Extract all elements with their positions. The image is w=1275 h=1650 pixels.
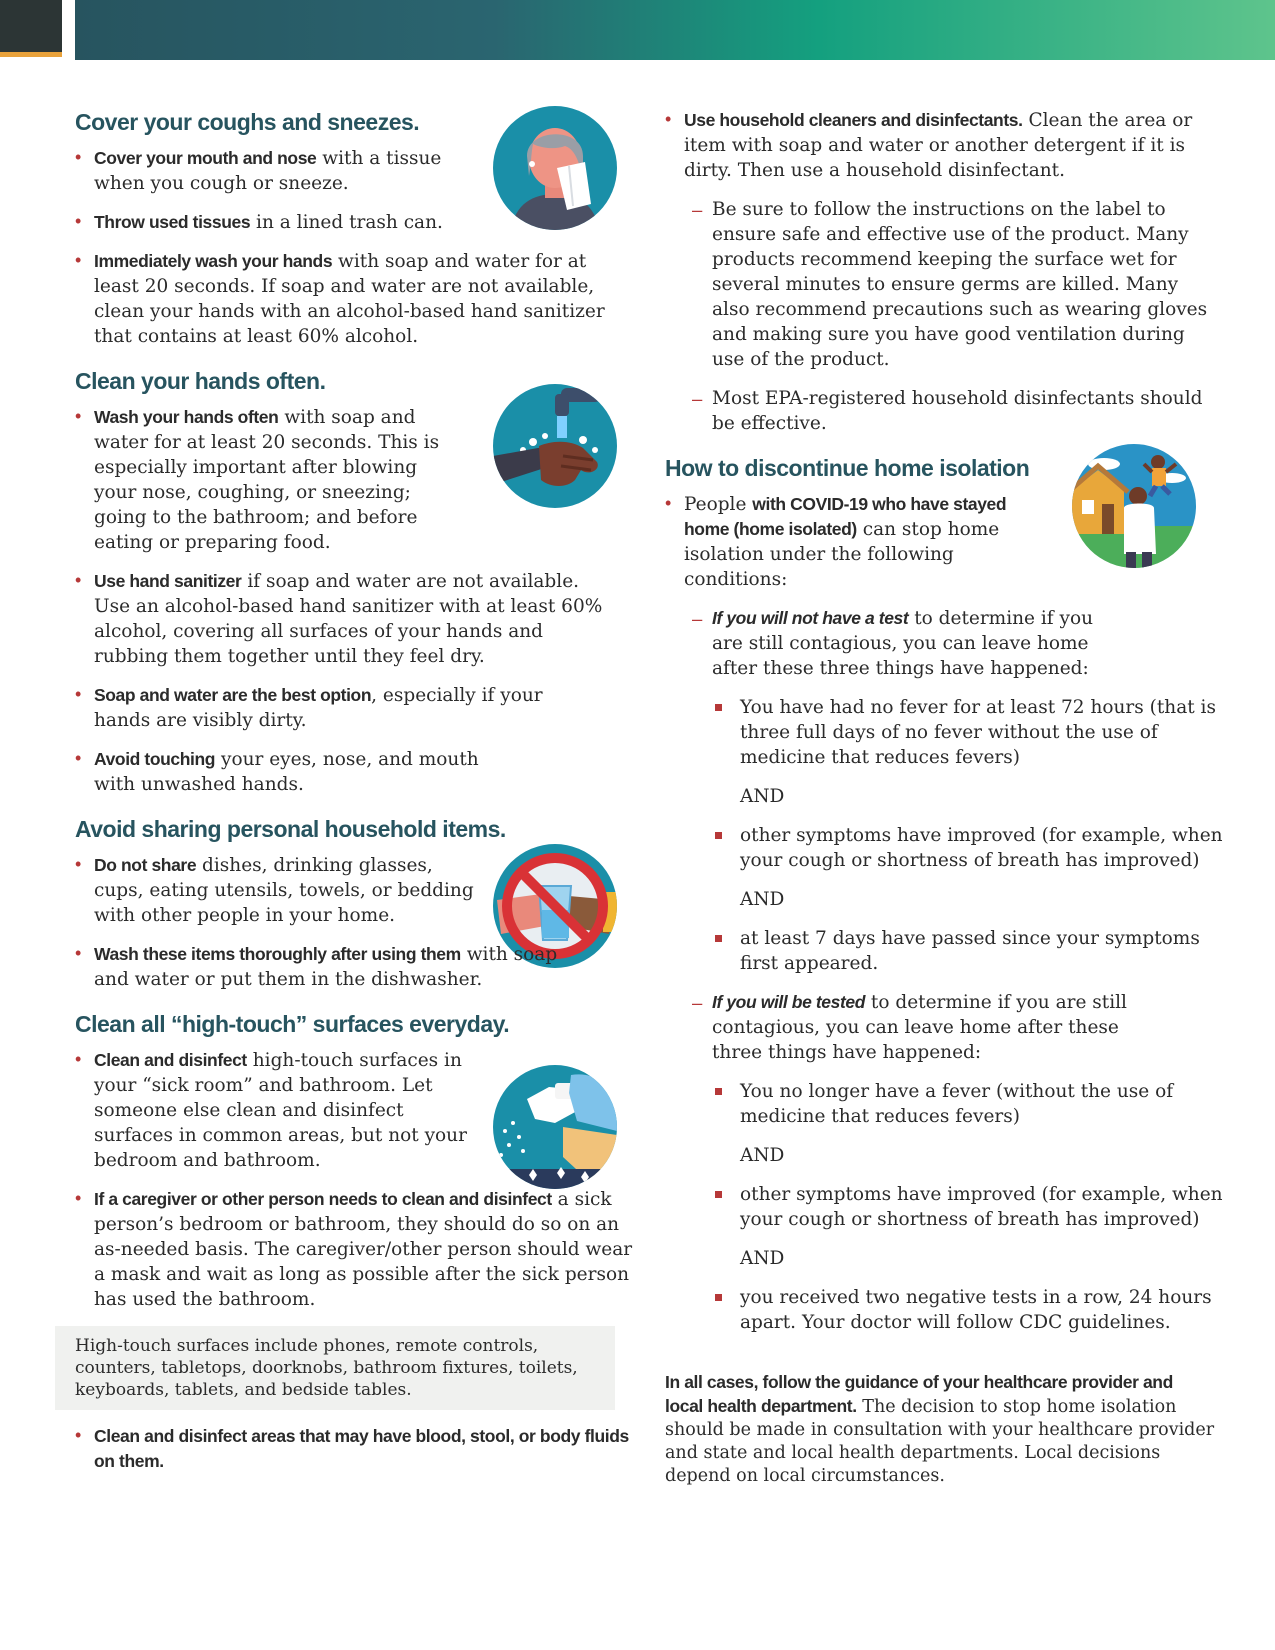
item-text: with soap and water for at least 20 seconds. If soap and water are not available, clean your hands with an alcohol-based hand sanitizer that contains at least 60% alcohol. (94, 251, 605, 347)
item-text: People (684, 494, 753, 515)
bullet-icon: • (75, 406, 82, 426)
bullet-icon: • (75, 250, 82, 270)
item-text: with soap and water or put them in the dishwasher. (94, 944, 558, 990)
and-label: AND (740, 889, 785, 910)
item-bold-lead: Throw used tissues (94, 212, 251, 232)
dash-icon: – (692, 992, 703, 1013)
bullet-icon: • (665, 493, 672, 513)
bullet-icon: • (75, 1188, 82, 1208)
condition-text: you received two negative tests in a row, 24 hours apart. Your doctor will follow CDC guidelines. (740, 1287, 1212, 1333)
condition-text: at least 7 days have passed since your symptoms first appeared. (740, 928, 1200, 974)
header-band (75, 0, 1275, 60)
condition-text: You have had no fever for at least 72 hours (that is three full days of no fever without the use of medicine that reduces fevers) (740, 697, 1216, 768)
item-bold-lead: Do not share (94, 855, 197, 875)
item-text: your eyes, nose, and mouth with unwashed hands. (94, 749, 479, 795)
and-label: AND (740, 786, 785, 807)
bullet-icon: • (75, 147, 82, 167)
item-text: with a tissue when you cough or sneeze. (94, 148, 442, 194)
header-accent-line (0, 52, 62, 57)
item-bold-lead: with COVID-19 who have stayed home (home isolated) (684, 494, 1007, 539)
list-item (75, 405, 454, 555)
condition-item (665, 1079, 1200, 1129)
condition-text: other symptoms have improved (for example, when your cough or shortness of breath has improved) (740, 1184, 1223, 1230)
condition-item (665, 926, 1240, 976)
bullet-icon: • (75, 1425, 82, 1445)
condition-item (665, 1182, 1240, 1232)
condition-text: You no longer have a fever (without the use of medicine that reduces fevers) (740, 1081, 1174, 1127)
item-bold-lead: Clean and disinfect (94, 1050, 247, 1070)
hands-section (75, 367, 635, 797)
sub-item-no-test (665, 606, 1122, 681)
item-bold-lead: Immediately wash your hands (94, 251, 333, 271)
discontinue-section (665, 454, 1223, 1335)
list-item (75, 853, 474, 928)
square-bullet-icon (715, 935, 722, 942)
list-item (75, 569, 614, 669)
item-text: if soap and water are not available. Use an alcohol-based hand sanitizer with at least 60% alcohol, covering all surfaces of your hands and rubbing them together until they feel dry. (94, 571, 603, 667)
list-item (75, 1424, 634, 1474)
item-bold-lead: Wash these items thoroughly after using them (94, 944, 461, 964)
sub-item-text: Most EPA-registered household disinfectants should be effective. (712, 388, 1203, 434)
bullet-icon: • (75, 748, 82, 768)
item-text: Clean the area or item with soap and water or another detergent if it is dirty. Then use a household disinfectant. (684, 110, 1193, 181)
item-bold-lead: Avoid touching (94, 749, 216, 769)
sub-item (665, 386, 1217, 436)
square-bullet-icon (715, 832, 722, 839)
item-text: dishes, drinking glasses, cups, eating utensils, towels, or bedding with other people in your home. (94, 855, 474, 926)
square-bullet-icon (715, 1294, 722, 1301)
dash-icon: – (692, 199, 703, 220)
item-bold-lead: Use household cleaners and disinfectants. (684, 110, 1023, 130)
bullet-icon: • (75, 570, 82, 590)
sub-item-text: Be sure to follow the instructions on the label to ensure safe and effective use of the product. Many products recommend keeping the surface wet for several minutes to ensure germs are killed. Many also recommend precautions such as wearing gloves and making sure you have good ventilation during use of the product. (712, 199, 1208, 370)
coughs-section (75, 108, 475, 235)
right-column (665, 108, 1223, 1488)
list-item (75, 747, 514, 797)
section-title: Clean your hands often. (75, 368, 326, 394)
item-text: with soap and water for at least 20 seconds. This is especially important after blowing your nose, coughing, or sneezing; going to the bathroom; and before eating or preparing food. (94, 407, 440, 553)
condition-item (665, 1285, 1240, 1335)
list-item (75, 146, 484, 196)
list-item (75, 249, 634, 349)
item-bold-lead: Use hand sanitizer (94, 571, 242, 591)
high-touch-note: High-touch surfaces include phones, remote controls, counters, tabletops, doorknobs, bathroom fixtures, toilets, keyboards, tablets, and bedside tables. (55, 1326, 615, 1410)
item-bold-lead: Wash your hands often (94, 407, 279, 427)
sub-item-text: to determine if you are still contagious, you can leave home after these three things have happened: (712, 608, 1094, 679)
bullet-icon: • (75, 684, 82, 704)
condition-item (665, 823, 1240, 873)
item-text: a sick person’s bedroom or bathroom, they should do so on an as-needed basis. The caregiver/other person should wear a mask and wait as long as possible after the sick person has used the bathroom. (94, 1189, 633, 1310)
sub-item-text: to determine if you are still contagious, you can leave home after these three things have happened: (712, 992, 1127, 1063)
final-guidance (665, 1371, 1215, 1488)
item-text: high-touch surfaces in your “sick room” and bathroom. Let someone else clean and disinfect surfaces in common areas, but not your bedroom and bathroom. (94, 1050, 467, 1171)
final-text: The decision to stop home isolation should be made in consultation with your healthcare provider and state and local health departments. Local decisions depend on local circumstances. (665, 1397, 1215, 1486)
list-item (665, 108, 1219, 183)
surfaces-section (75, 1010, 635, 1474)
bullet-icon: • (75, 211, 82, 231)
sub-item-bold-lead: If you will not have a test (712, 608, 909, 628)
list-item (75, 1048, 474, 1173)
square-bullet-icon (715, 704, 722, 711)
list-item (665, 492, 1034, 592)
square-bullet-icon (715, 1088, 722, 1095)
item-text: , especially if your hands are visibly dirty. (94, 685, 543, 731)
condition-text: other symptoms have improved (for example, when your cough or shortness of breath has improved) (740, 825, 1223, 871)
section-title: Avoid sharing personal household items. (75, 816, 506, 842)
header-corner-block (0, 0, 62, 52)
bullet-icon: • (75, 1049, 82, 1069)
section-title: How to discontinue home isolation (665, 455, 1030, 481)
and-label: AND (740, 1145, 785, 1166)
item-bold-lead: Cover your mouth and nose (94, 148, 317, 168)
bullet-icon: • (75, 854, 82, 874)
item-text: can stop home isolation under the following conditions: (684, 519, 1000, 590)
list-item (75, 1187, 634, 1312)
dash-icon: – (692, 608, 703, 629)
section-title: Clean all “high-touch” surfaces everyday. (75, 1011, 510, 1037)
sub-item-bold-lead: If you will be tested (712, 992, 866, 1012)
list-item (75, 683, 594, 733)
list-item (75, 210, 484, 235)
item-bold-lead: If a caregiver or other person needs to clean and disinfect (94, 1189, 552, 1209)
condition-item (665, 695, 1240, 770)
square-bullet-icon (715, 1191, 722, 1198)
item-text: in a lined trash can. (250, 212, 443, 233)
list-item (75, 942, 594, 992)
final-bold-lead: In all cases, follow the guidance of your healthcare provider and local health department. (665, 1372, 1173, 1416)
sub-item (665, 197, 1217, 372)
bullet-icon: • (665, 109, 672, 129)
item-bold-lead: Soap and water are the best option (94, 685, 372, 705)
dash-icon: – (692, 388, 703, 409)
sharing-section (75, 815, 635, 992)
sub-item-tested (665, 990, 1172, 1065)
item-bold-lead: Clean and disinfect areas that may have blood, stool, or body fluids on them. (94, 1426, 629, 1471)
section-title: Cover your coughs and sneezes. (75, 109, 420, 135)
and-label: AND (740, 1248, 785, 1269)
left-column (75, 108, 635, 1488)
bullet-icon: • (75, 943, 82, 963)
